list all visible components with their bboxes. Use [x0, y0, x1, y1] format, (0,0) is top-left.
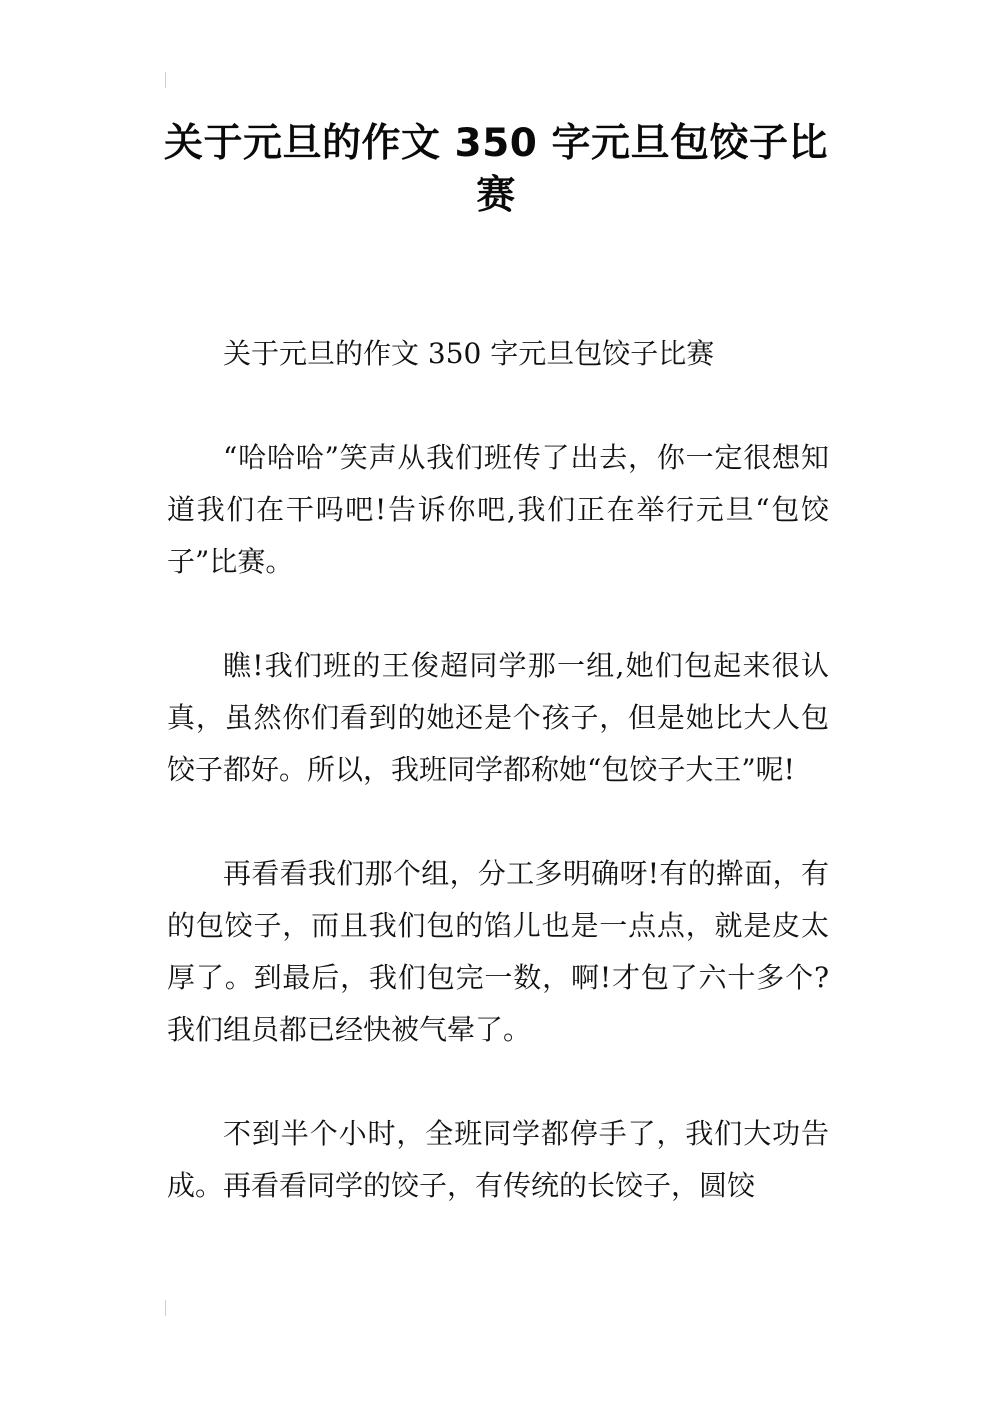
document-body	[167, 328, 829, 1212]
document-subtitle: 关于元旦的作文 350 字元旦包饺子比赛	[223, 337, 715, 370]
page-corner-mark-top	[165, 72, 166, 88]
document-title: 关于元旦的作文 350 字元旦包饺子比赛	[163, 121, 829, 218]
paragraph-3: 再看看我们那个组，分工多明确呀!有的擀面，有的包饺子，而且我们包的馅儿也是一点点，就是皮太厚了。到最后，我们包完一数，啊!才包了六十多个?我们组员都已经快被气晕了。	[167, 857, 829, 1046]
paragraph-2: 瞧!我们班的王俊超同学那一组,她们包起来很认真，虽然你们看到的她还是个孩子，但是她比大人包饺子都好。所以，我班同学都称她“包饺子大王”呢!	[167, 649, 829, 786]
paragraph-4: 不到半个小时，全班同学都停手了，我们大功告成。再看看同学的饺子，有传统的长饺子，圆饺	[167, 1117, 829, 1202]
paragraph-1: “哈哈哈”笑声从我们班传了出去，你一定很想知道我们在干吗吧!告诉你吧,我们正在举行元旦“包饺子”比赛。	[167, 441, 829, 578]
page-corner-mark-bottom	[165, 1300, 166, 1316]
